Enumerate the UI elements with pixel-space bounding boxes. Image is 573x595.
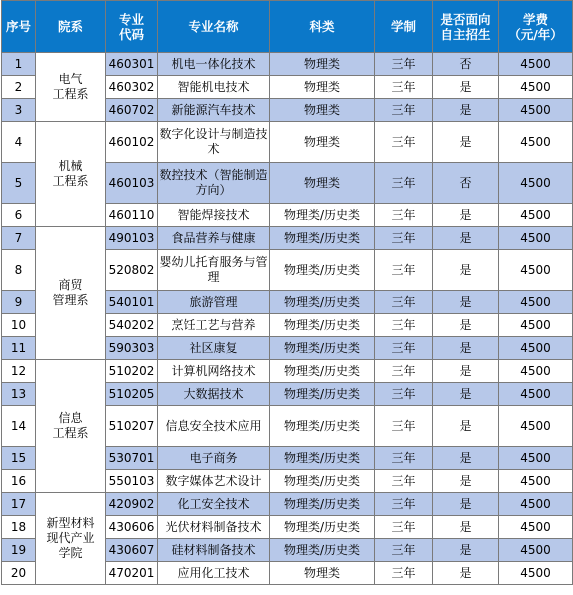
- cell-no: 18: [2, 516, 36, 539]
- cell-subject: 物理类/历史类: [270, 383, 375, 406]
- header-code-line2: 代码: [118, 26, 144, 42]
- cell-major-name: 信息安全技术应用: [158, 406, 270, 447]
- cell-major-name: 数控技术（智能制造方向）: [158, 163, 270, 204]
- cell-no: 9: [2, 291, 36, 314]
- cell-duration: 三年: [375, 53, 433, 76]
- cell-major-name: 数字化设计与制造技术: [158, 122, 270, 163]
- cell-self-enroll: 是: [433, 383, 499, 406]
- cell-duration: 三年: [375, 204, 433, 227]
- cell-fee: 4500: [499, 76, 573, 99]
- cell-self-enroll: 是: [433, 562, 499, 585]
- cell-subject: 物理类: [270, 53, 375, 76]
- cell-fee: 4500: [499, 447, 573, 470]
- header-self-line1: 是否面向: [440, 11, 491, 27]
- cell-fee: 4500: [499, 250, 573, 291]
- header-fee-line1: 学费: [522, 11, 548, 27]
- cell-fee: 4500: [499, 360, 573, 383]
- cell-major-name: 大数据技术: [158, 383, 270, 406]
- department-line: 新型材料: [46, 516, 95, 530]
- cell-duration: 三年: [375, 250, 433, 291]
- cell-no: 16: [2, 470, 36, 493]
- cell-code: 520802: [106, 250, 158, 291]
- cell-major-name: 旅游管理: [158, 291, 270, 314]
- cell-self-enroll: 是: [433, 360, 499, 383]
- cell-duration: 三年: [375, 470, 433, 493]
- cell-self-enroll: 否: [433, 53, 499, 76]
- cell-no: 4: [2, 122, 36, 163]
- cell-no: 2: [2, 76, 36, 99]
- cell-major-name: 机电一体化技术: [158, 53, 270, 76]
- cell-code: 590303: [106, 337, 158, 360]
- cell-code: 430606: [106, 516, 158, 539]
- cell-code: 510207: [106, 406, 158, 447]
- cell-fee: 4500: [499, 53, 573, 76]
- cell-major-name: 应用化工技术: [158, 562, 270, 585]
- cell-fee: 4500: [499, 227, 573, 250]
- cell-major-name: 新能源汽车技术: [158, 99, 270, 122]
- department-line: 电气: [58, 72, 83, 86]
- cell-fee: 4500: [499, 122, 573, 163]
- cell-self-enroll: 是: [433, 291, 499, 314]
- table-body: [2, 53, 573, 585]
- cell-fee: 4500: [499, 493, 573, 516]
- department-line: 机械: [58, 159, 83, 173]
- cell-major-name: 社区康复: [158, 337, 270, 360]
- cell-code: 460103: [106, 163, 158, 204]
- cell-no: 7: [2, 227, 36, 250]
- majors-table: [1, 0, 573, 585]
- cell-code: 430607: [106, 539, 158, 562]
- header-fee-line2: （元/年）: [508, 26, 563, 42]
- department-line: 信息: [58, 411, 83, 425]
- cell-self-enroll: 是: [433, 470, 499, 493]
- cell-department: [36, 227, 106, 360]
- cell-major-name: 化工安全技术: [158, 493, 270, 516]
- cell-duration: 三年: [375, 227, 433, 250]
- cell-subject: 物理类: [270, 122, 375, 163]
- cell-duration: 三年: [375, 314, 433, 337]
- cell-code: 460110: [106, 204, 158, 227]
- header-code-line1: 专业: [118, 11, 144, 27]
- cell-duration: 三年: [375, 447, 433, 470]
- cell-fee: 4500: [499, 470, 573, 493]
- cell-subject: 物理类: [270, 163, 375, 204]
- cell-no: 6: [2, 204, 36, 227]
- cell-department: [36, 360, 106, 493]
- cell-major-name: 智能焊接技术: [158, 204, 270, 227]
- cell-fee: 4500: [499, 99, 573, 122]
- cell-self-enroll: 是: [433, 99, 499, 122]
- cell-fee: 4500: [499, 562, 573, 585]
- cell-no: 14: [2, 406, 36, 447]
- cell-self-enroll: 是: [433, 227, 499, 250]
- cell-fee: 4500: [499, 337, 573, 360]
- cell-code: 510205: [106, 383, 158, 406]
- department-line: 商贸: [58, 278, 83, 292]
- table-row: [2, 360, 573, 383]
- cell-subject: 物理类: [270, 99, 375, 122]
- cell-subject: 物理类/历史类: [270, 204, 375, 227]
- cell-no: 10: [2, 314, 36, 337]
- cell-code: 460302: [106, 76, 158, 99]
- cell-major-name: 智能机电技术: [158, 76, 270, 99]
- cell-fee: 4500: [499, 383, 573, 406]
- cell-major-name: 光伏材料制备技术: [158, 516, 270, 539]
- cell-self-enroll: 是: [433, 76, 499, 99]
- cell-code: 460301: [106, 53, 158, 76]
- cell-major-name: 数字媒体艺术设计: [158, 470, 270, 493]
- table-row: [2, 122, 573, 163]
- cell-self-enroll: 是: [433, 493, 499, 516]
- cell-code: 550103: [106, 470, 158, 493]
- cell-code: 490103: [106, 227, 158, 250]
- cell-no: 13: [2, 383, 36, 406]
- cell-fee: 4500: [499, 291, 573, 314]
- header-no: 序号: [2, 1, 36, 53]
- cell-duration: 三年: [375, 539, 433, 562]
- cell-subject: 物理类/历史类: [270, 493, 375, 516]
- department-line: 管理系: [52, 293, 89, 307]
- cell-duration: 三年: [375, 163, 433, 204]
- header-name: 专业名称: [158, 1, 270, 53]
- header-fee: [499, 1, 573, 53]
- cell-no: 17: [2, 493, 36, 516]
- cell-duration: 三年: [375, 360, 433, 383]
- cell-no: 11: [2, 337, 36, 360]
- cell-duration: 三年: [375, 76, 433, 99]
- cell-no: 12: [2, 360, 36, 383]
- cell-department: [36, 53, 106, 122]
- department-line: 工程系: [52, 87, 89, 101]
- cell-department: [36, 122, 106, 227]
- cell-fee: 4500: [499, 539, 573, 562]
- department-line: 工程系: [52, 426, 89, 440]
- cell-major-name: 电子商务: [158, 447, 270, 470]
- cell-subject: 物理类/历史类: [270, 447, 375, 470]
- cell-subject: 物理类/历史类: [270, 227, 375, 250]
- cell-duration: 三年: [375, 337, 433, 360]
- cell-self-enroll: 是: [433, 314, 499, 337]
- department-line: 工程系: [52, 174, 89, 188]
- cell-no: 19: [2, 539, 36, 562]
- cell-duration: 三年: [375, 291, 433, 314]
- department-line: 学院: [58, 546, 83, 560]
- header-self-line2: 自主招生: [440, 26, 491, 42]
- table-header-row: [2, 1, 573, 53]
- cell-self-enroll: 是: [433, 447, 499, 470]
- cell-duration: 三年: [375, 406, 433, 447]
- cell-fee: 4500: [499, 204, 573, 227]
- table-row: [2, 53, 573, 76]
- cell-duration: 三年: [375, 383, 433, 406]
- cell-fee: 4500: [499, 163, 573, 204]
- cell-code: 530701: [106, 447, 158, 470]
- department-line: 现代产业: [46, 531, 95, 545]
- cell-self-enroll: 是: [433, 516, 499, 539]
- header-duration: 学制: [375, 1, 433, 53]
- cell-code: 510202: [106, 360, 158, 383]
- header-subject: 科类: [270, 1, 375, 53]
- cell-code: 420902: [106, 493, 158, 516]
- cell-major-name: 计算机网络技术: [158, 360, 270, 383]
- header-self-enroll: [433, 1, 499, 53]
- cell-subject: 物理类/历史类: [270, 539, 375, 562]
- cell-fee: 4500: [499, 406, 573, 447]
- cell-subject: 物理类/历史类: [270, 250, 375, 291]
- cell-self-enroll: 是: [433, 250, 499, 291]
- cell-duration: 三年: [375, 516, 433, 539]
- cell-self-enroll: 是: [433, 406, 499, 447]
- cell-no: 1: [2, 53, 36, 76]
- cell-subject: 物理类: [270, 76, 375, 99]
- table-row: [2, 493, 573, 516]
- cell-no: 8: [2, 250, 36, 291]
- cell-no: 5: [2, 163, 36, 204]
- cell-self-enroll: 否: [433, 163, 499, 204]
- table-row: [2, 227, 573, 250]
- cell-subject: 物理类/历史类: [270, 360, 375, 383]
- cell-code: 540101: [106, 291, 158, 314]
- cell-duration: 三年: [375, 122, 433, 163]
- cell-subject: 物理类/历史类: [270, 291, 375, 314]
- cell-code: 470201: [106, 562, 158, 585]
- cell-code: 460702: [106, 99, 158, 122]
- cell-major-name: 婴幼儿托育服务与管理: [158, 250, 270, 291]
- header-code: [106, 1, 158, 53]
- cell-department: [36, 493, 106, 585]
- header-dept: 院系: [36, 1, 106, 53]
- cell-subject: 物理类: [270, 562, 375, 585]
- cell-subject: 物理类/历史类: [270, 406, 375, 447]
- cell-fee: 4500: [499, 516, 573, 539]
- cell-duration: 三年: [375, 562, 433, 585]
- cell-code: 460102: [106, 122, 158, 163]
- cell-self-enroll: 是: [433, 539, 499, 562]
- cell-duration: 三年: [375, 493, 433, 516]
- cell-no: 15: [2, 447, 36, 470]
- cell-subject: 物理类/历史类: [270, 337, 375, 360]
- cell-subject: 物理类/历史类: [270, 470, 375, 493]
- cell-major-name: 烹饪工艺与营养: [158, 314, 270, 337]
- cell-major-name: 食品营养与健康: [158, 227, 270, 250]
- cell-major-name: 硅材料制备技术: [158, 539, 270, 562]
- cell-self-enroll: 是: [433, 337, 499, 360]
- cell-subject: 物理类/历史类: [270, 516, 375, 539]
- cell-no: 20: [2, 562, 36, 585]
- cell-code: 540202: [106, 314, 158, 337]
- cell-no: 3: [2, 99, 36, 122]
- cell-self-enroll: 是: [433, 204, 499, 227]
- cell-self-enroll: 是: [433, 122, 499, 163]
- cell-subject: 物理类/历史类: [270, 314, 375, 337]
- cell-fee: 4500: [499, 314, 573, 337]
- cell-duration: 三年: [375, 99, 433, 122]
